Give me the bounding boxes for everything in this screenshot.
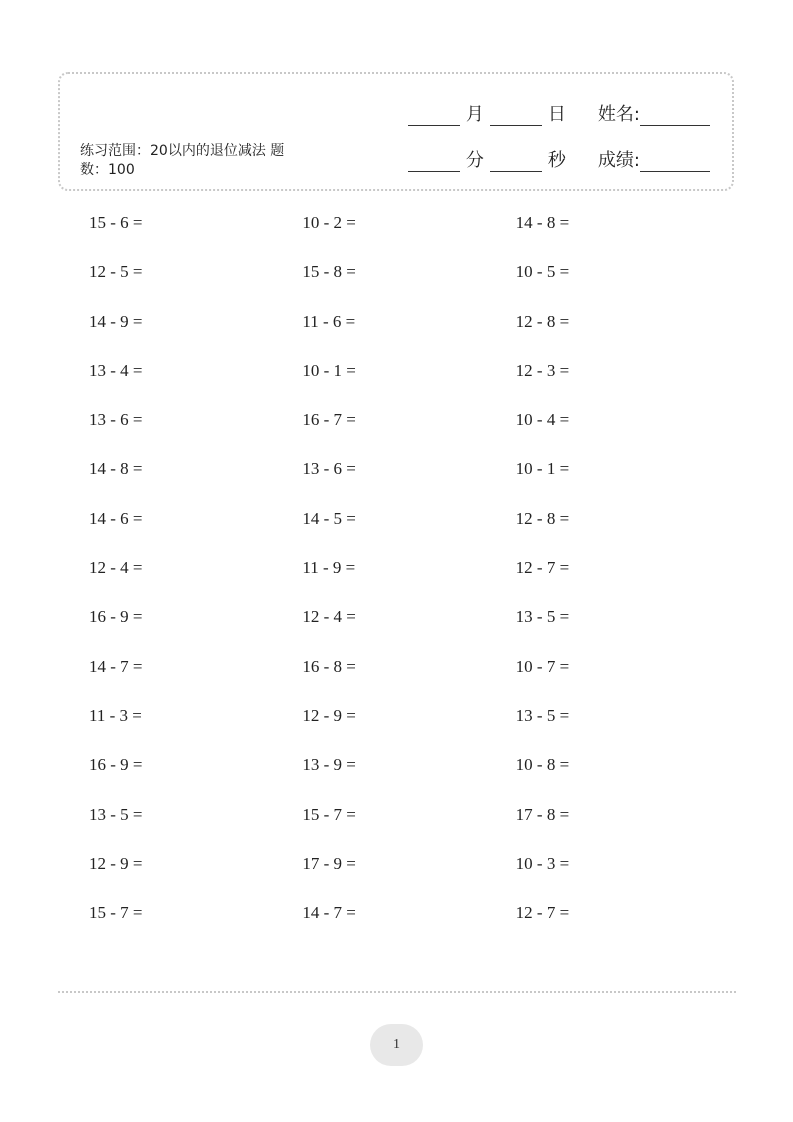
problem-item: 10 - 3 =: [515, 853, 570, 873]
problem-item: 14 - 8 =: [89, 459, 143, 479]
problem-item: 16 - 9 =: [89, 607, 143, 627]
problem-item: 12 - 9 =: [89, 853, 143, 873]
problem-count: 题数：100: [80, 143, 285, 178]
problem-row: [89, 555, 729, 604]
problem-item: 13 - 5 =: [515, 705, 570, 725]
problem-row: [89, 210, 729, 259]
name-blank[interactable]: [640, 105, 710, 126]
second-blank[interactable]: [490, 151, 542, 172]
problem-grid: [89, 210, 729, 949]
problem-item: 14 - 7 =: [302, 903, 356, 923]
problem-item: 14 - 7 =: [89, 656, 143, 676]
problem-row: [89, 407, 729, 456]
time-score-row: [408, 146, 710, 172]
problem-row: [89, 358, 729, 407]
problem-item: 12 - 7 =: [515, 903, 570, 923]
problem-item: 15 - 8 =: [302, 262, 356, 282]
problem-item: 12 - 8 =: [515, 311, 570, 331]
problem-item: 12 - 5 =: [89, 262, 143, 282]
problem-item: 14 - 5 =: [302, 508, 356, 528]
problem-item: 11 - 3 =: [89, 705, 142, 725]
page-number: 1: [370, 1024, 423, 1066]
problem-item: 12 - 4 =: [302, 607, 356, 627]
worksheet-header: [58, 72, 734, 191]
problem-item: 11 - 9 =: [302, 558, 356, 578]
problem-item: 12 - 3 =: [515, 360, 570, 380]
problem-item: 11 - 6 =: [302, 311, 356, 331]
problem-item: 10 - 8 =: [515, 755, 570, 775]
range-label: 练习范围：20以内的退位减法: [80, 143, 266, 159]
problem-item: 13 - 9 =: [302, 755, 356, 775]
problem-item: 10 - 2 =: [302, 213, 356, 232]
minute-blank[interactable]: [408, 151, 460, 172]
day-label: 日: [547, 104, 566, 125]
month-blank[interactable]: [408, 105, 460, 126]
problem-item: 12 - 7 =: [515, 558, 570, 578]
problem-item: 15 - 7 =: [89, 903, 143, 923]
month-label: 月: [465, 104, 484, 125]
problem-row: [89, 654, 729, 703]
problem-row: [89, 309, 729, 358]
problem-item: 10 - 1 =: [515, 459, 570, 479]
problem-row: [89, 703, 729, 752]
practice-range: [80, 142, 290, 180]
problem-item: 12 - 8 =: [515, 508, 570, 528]
problem-item: 16 - 8 =: [302, 656, 356, 676]
day-blank[interactable]: [490, 105, 542, 126]
problem-item: 16 - 9 =: [89, 755, 143, 775]
problem-item: 10 - 7 =: [515, 656, 570, 676]
problem-item: 17 - 8 =: [515, 804, 570, 824]
date-name-row: [408, 100, 710, 126]
problem-item: 14 - 9 =: [89, 311, 143, 331]
problem-row: [89, 851, 729, 900]
footer-divider: [58, 991, 736, 993]
problem-item: 13 - 5 =: [89, 804, 143, 824]
problem-item: 10 - 4 =: [515, 410, 570, 430]
problem-row: [89, 259, 729, 308]
problem-item: 15 - 6 =: [89, 213, 143, 232]
problem-row: [89, 802, 729, 851]
problem-row: [89, 604, 729, 653]
problem-row: [89, 752, 729, 801]
problem-item: 13 - 4 =: [89, 360, 143, 380]
score-blank[interactable]: [640, 151, 710, 172]
problem-item: 13 - 6 =: [89, 410, 143, 430]
problem-item: 15 - 7 =: [302, 804, 356, 824]
problem-item: 14 - 6 =: [89, 508, 143, 528]
problem-row: [89, 506, 729, 555]
problem-item: 13 - 6 =: [302, 459, 356, 479]
problem-item: 10 - 1 =: [302, 360, 356, 380]
problem-item: 17 - 9 =: [302, 853, 356, 873]
minute-label: 分: [465, 150, 484, 171]
problem-item: 13 - 5 =: [515, 607, 570, 627]
name-label: 姓名:: [597, 104, 640, 125]
second-label: 秒: [547, 150, 566, 171]
problem-item: 12 - 9 =: [302, 705, 356, 725]
problem-item: 16 - 7 =: [302, 410, 356, 430]
problem-row: [89, 456, 729, 505]
problem-item: 14 - 8 =: [515, 213, 570, 232]
score-label: 成绩:: [597, 150, 640, 171]
problem-item: 10 - 5 =: [515, 262, 570, 282]
problem-row: [89, 900, 729, 949]
problem-item: 12 - 4 =: [89, 558, 143, 578]
